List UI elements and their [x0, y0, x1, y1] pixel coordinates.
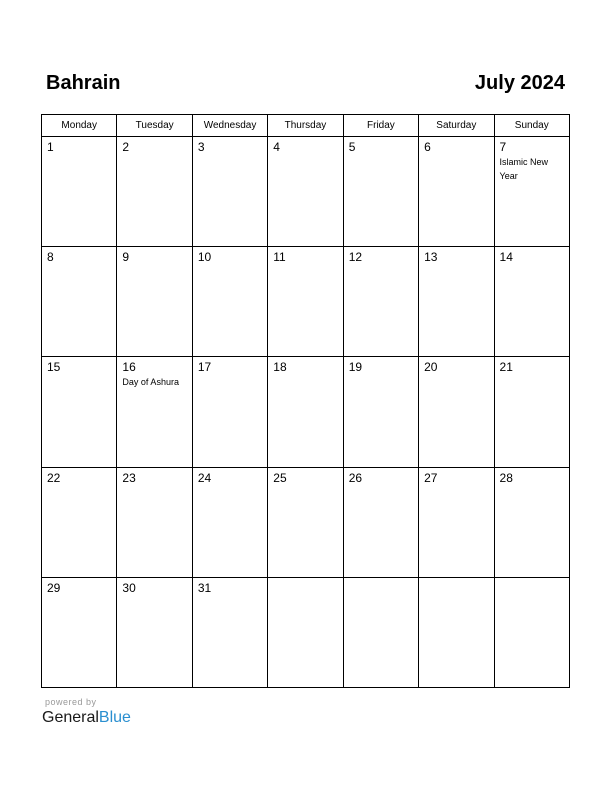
month-year-title: July 2024 [474, 72, 565, 94]
day-cell [192, 577, 267, 687]
country-title: Bahrain [46, 72, 121, 94]
day-cell [192, 247, 267, 357]
day-cell-content [419, 357, 493, 465]
weekday-header-monday: Monday [42, 115, 117, 137]
day-cell [42, 357, 117, 467]
day-number: 29 [47, 580, 61, 595]
day-number: 18 [273, 360, 287, 375]
day-cell [42, 247, 117, 357]
day-cell [343, 137, 418, 247]
day-cell-content [419, 578, 493, 686]
day-number: 21 [499, 360, 513, 375]
weekday-header-friday: Friday [343, 115, 418, 137]
day-cell [494, 247, 569, 357]
weekday-header-row [42, 115, 570, 137]
powered-by-label: powered by [45, 697, 97, 707]
day-number: 26 [348, 470, 363, 485]
day-cell [343, 357, 418, 467]
day-cell-content [344, 247, 418, 355]
day-number: 1 [47, 140, 54, 154]
holiday-label: Islamic New Year [499, 157, 549, 181]
day-number: 4 [273, 140, 280, 154]
day-number: 7 [499, 140, 507, 154]
day-cell [117, 247, 192, 357]
day-cell-content [42, 357, 116, 465]
day-number: 28 [499, 470, 513, 485]
day-number: 9 [122, 250, 130, 265]
logo-text-blue: Blue [98, 709, 131, 726]
day-cell-content [344, 137, 418, 245]
day-cell-content [117, 247, 191, 355]
day-cell-content [419, 247, 493, 355]
day-cell-content [344, 578, 418, 686]
day-cell [419, 137, 494, 247]
day-cell-content [495, 468, 569, 576]
day-number: 11 [273, 250, 286, 265]
day-number: 23 [122, 470, 136, 485]
holiday-label: Day of Ashura [122, 377, 179, 388]
day-cell-content [117, 578, 191, 686]
day-cell-content [117, 137, 191, 245]
day-cell-content [495, 357, 569, 465]
day-cell [42, 577, 117, 687]
day-number: 25 [273, 470, 287, 485]
day-cell [117, 357, 192, 467]
day-number: 14 [499, 250, 513, 265]
generalblue-logo[interactable] [42, 708, 131, 728]
day-number: 27 [424, 470, 438, 485]
day-cell [268, 577, 343, 687]
weekday-header-tuesday: Tuesday [117, 115, 192, 137]
day-cell-content [117, 468, 191, 576]
day-cell [343, 467, 418, 577]
day-number: 8 [47, 250, 54, 265]
day-cell-content [42, 137, 116, 245]
day-cell [419, 247, 494, 357]
week-row [42, 577, 570, 687]
day-cell [494, 467, 569, 577]
logo-text-general: General [42, 709, 99, 726]
day-cell-content [344, 468, 418, 576]
day-number: 10 [197, 250, 212, 265]
week-row [42, 137, 570, 247]
day-number: 31 [197, 580, 212, 595]
day-number: 22 [47, 470, 61, 485]
day-number: 30 [122, 580, 136, 595]
day-cell-content [42, 578, 116, 686]
day-cell [494, 357, 569, 467]
day-number: 24 [197, 470, 212, 485]
day-cell [268, 137, 343, 247]
day-cell [42, 467, 117, 577]
day-cell-content [268, 578, 342, 686]
weekday-header-wednesday: Wednesday [192, 115, 267, 137]
day-cell-content [268, 468, 342, 576]
day-cell-content [495, 137, 569, 245]
day-number: 2 [122, 140, 130, 154]
day-number: 16 [122, 360, 136, 375]
day-number: 6 [424, 140, 431, 154]
day-cell [192, 467, 267, 577]
day-cell [192, 137, 267, 247]
day-cell [268, 247, 343, 357]
day-cell [343, 247, 418, 357]
week-row [42, 247, 570, 357]
weekday-header-thursday: Thursday [268, 115, 343, 137]
weekday-header-saturday: Saturday [419, 115, 494, 137]
day-number: 13 [424, 250, 438, 265]
day-cell [494, 137, 569, 247]
day-cell [42, 137, 117, 247]
day-cell [192, 357, 267, 467]
day-cell [268, 357, 343, 467]
day-cell-content [344, 357, 418, 465]
day-number: 5 [348, 140, 356, 154]
calendar-grid [41, 114, 570, 688]
day-cell-content [419, 137, 493, 245]
day-cell-content [495, 578, 569, 686]
day-cell-content [42, 468, 116, 576]
day-cell-content [193, 468, 267, 576]
day-number: 17 [197, 360, 212, 375]
day-number: 15 [47, 360, 61, 375]
day-cell-content [193, 578, 267, 686]
day-cell [343, 577, 418, 687]
day-cell [117, 137, 192, 247]
day-cell-content [495, 247, 569, 355]
day-cell-content [268, 247, 342, 355]
day-number: 19 [348, 360, 363, 375]
day-cell [117, 577, 192, 687]
day-cell-content [193, 247, 267, 355]
day-number: 12 [348, 250, 363, 265]
week-row [42, 467, 570, 577]
day-cell [494, 577, 569, 687]
day-number: 3 [197, 140, 205, 154]
day-cell [419, 357, 494, 467]
day-cell [419, 577, 494, 687]
day-cell-content [193, 357, 267, 465]
day-cell [419, 467, 494, 577]
day-cell [268, 467, 343, 577]
day-cell-content [117, 357, 191, 465]
day-cell-content [268, 137, 342, 245]
day-cell [117, 467, 192, 577]
week-row [42, 357, 570, 467]
day-cell-content [193, 137, 267, 245]
day-cell-content [419, 468, 493, 576]
day-cell-content [42, 247, 116, 355]
day-number: 20 [424, 360, 438, 375]
weekday-header-sunday: Sunday [494, 115, 569, 137]
day-cell-content [268, 357, 342, 465]
